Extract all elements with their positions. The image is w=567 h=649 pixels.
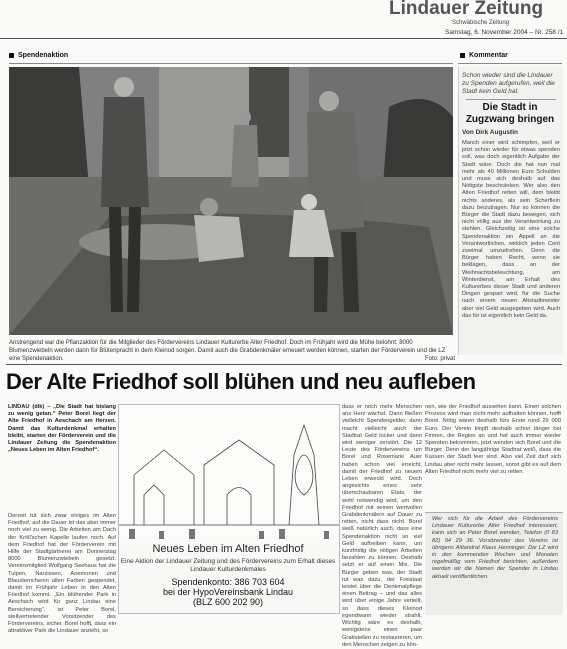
cemetery-sketch bbox=[119, 405, 339, 543]
article-column-3: dass er noch mehr Menschen ans Herz wächst. Dann fließen vielleicht Spendengelder, dann macht vielleicht auch der Stadtrat Geld locker und dann wird weniger zerstört. Die 12 Leute des Fördervereins um Borel und Rosemarie Auer haben schon viel erreicht, damit der Friedhof zu neuem Leben erweckt wird. Doch angesichts eines sehr überschaubaren Etats, der wohl notwendig wird, um den Friedhof mit seinen wertvollen Grabdenkmälern auf Dauer zu retten, nicht dass nicht. Borel weiß natürlich auch, dass eine Spendenaktion nicht so viel Geld auftreiben kann, um kurzfristig die nötigen Arbeiten bezahlen zu können. Deshalb setzt er auf einen Mix. Die Bürger geben was, der Stadt tut was dazu, der Freistaat leistet über die Denkmalpflege einen Beitrag – und das alles wird über einige Jahre verteilt, so dass dieses Kleinod irgendwann wieder strahlt. Wichtig wäre es deshalb, wenigstens einen paar Grabstellen zu restaurieren, um den Menschen zeigen zu kön- bbox=[342, 404, 422, 648]
info-text: Wer sich für die Arbeit des Fördervereins Lindauer Kulturerbe Alter Friedhof interessiert, kann sich an Peter Borel wenden, Telefon (0 83 82) 94 29 36. Vorsitzender des Vereins ist übrigens Altlandrat Klaus Henninger. Die LZ wird in den kommenden Wochen und Monaten regelmäßig vom Friedhof berichten, außerdem werden wir die Namen der Spender in Lindau aktuell veröffentlichen. bbox=[432, 516, 558, 580]
commentary-divider bbox=[466, 99, 556, 100]
article-headline: Der Alte Friedhof soll blühen und neu aufleben bbox=[6, 369, 476, 394]
ad-account: Spendenkonto: 386 703 604 bbox=[171, 577, 285, 587]
section-rule-left bbox=[9, 63, 453, 64]
photo-caption-text: Anstrengend war die Pflanzaktion für die Mitglieder des Fördervereins Lindauer Kulturerbe Alter Friedhof. Doch im Frühjahr wird die Mühe belohnt: 8000 Blumenzwiebeln werden dann für Blütenpracht in dem Kleinod sorgen. Damit auch die Grabdenkmäler erneuert werden können, starten der Förderverein und die LZ eine Spendenaktion. bbox=[9, 340, 446, 362]
ad-subline: Eine Aktion der Lindauer Zeitung und des Fördervereins zum Erhalt dieses Lindauer Kulturdenkmales bbox=[120, 558, 336, 573]
photo-caption bbox=[9, 339, 455, 363]
ad-heading: Neues Leben im Alten Friedhof bbox=[152, 543, 304, 555]
dateline: Samstag, 6. November 2004 – Nr. 258 /1 bbox=[445, 29, 564, 36]
photo-credit: Foto: privat bbox=[424, 356, 455, 362]
masthead-title: Lindauer Zeitung bbox=[389, 0, 544, 19]
commentary-title: Die Stadt in Zugzwang bringen bbox=[465, 102, 555, 125]
commentary-intro: Schon wieder sind die Lindauer zu Spenden aufgerufen, weil die Stadt kein Geld hat. bbox=[462, 72, 555, 95]
section-label-text: Spendenaktion bbox=[18, 52, 69, 59]
photo-scene bbox=[9, 67, 453, 335]
article-column-1: Derzeit tut sich zwar einiges im Alten Friedhof, auf die Dauer ist das aber immer noch viel zu wenig. Die Arbeiten am Dach der Kröll'schen Kapelle laufen noch. Auf dem Friedhof hat der Förderverein mit Hilfe der Stadtgärtnerei am Donnerstag 8000 Blumenzwiebeln gesetzt. Vereinsmitglied Wolfgang Seehaus hat die Tulpen, Narzissen, Anemonen und Blausternchenin allen Farben gespendet, damit im Frühjahr Leben in den Alten Friedhof kommt. „Ein blühender Park in Aeschach wird für ganz Lindau eine Bereicherung“, ist Peter Borel, stellvertretender Vorsitzender des Fördervereins, sicher. Borel hofft, dass ein attraktiver Park die Lindauer anzieht, so bbox=[8, 513, 116, 635]
section-rule-right bbox=[458, 63, 562, 64]
headline-rule bbox=[6, 364, 562, 365]
masthead-subtitle: Schwäbische Zeitung bbox=[452, 20, 510, 26]
article-photo bbox=[9, 67, 453, 335]
top-rule bbox=[0, 38, 567, 39]
ad-blz: (BLZ 600 202 90) bbox=[192, 597, 264, 607]
section-label-right bbox=[460, 52, 508, 59]
article-column-4: nen, wie der Friedhof aussehen kann. Einen solchen Prozess wird man nicht mehr aufhalten können, hofft Borel. Nötig wären deshalb fürs Erste rund 29 000 Euro. Der Verein klopft deshalb schon länger bei Firmen, die Region an und hat auch immer wieder Spenden bekommen, jetzt wenden sich Borel und die Bürger. Denn der langjährige Stadtrat weiß, dass die Kassen der Stadt leer sind. Also viel Zeit darf sich Lindau aber nicht mehr lassen, sonst gibt es auf dem Alten Friedhof nicht mehr viel zu retten. bbox=[425, 404, 561, 475]
commentary-body: Manch einer wird schimpfen, weil er jetzt schon wieder für etwas spenden soll, was doch eigentlich Aufgabe der Stadt wäre. Doch die hat nun mal mehr als 40 Millionen Euro Schulden und muss sich deshalb auf das Nötigste beschränken. Wer also den Alten Friedhof retten will, dem bleibt nichts anderes, als sein Scherflein dazu beizutragen. Nur so können die Bürger die Stadt dazu bewegen, sich nicht völlig aus der Verantwortung zu stehlen. Gleichzeitig ist eine solche Spendenaktion ein Appell an die Verantwortlichen, wirklich jeden Cent zweimal umzudrehen. Denn die Bürger haben Recht, wenn sie beklagen, dass an der Weihnachtsbeleuchtung, am Winterdienst, am Erhalt des Kulturerbes dieser Stadt und anderen Dingen gespart wird, für die Suche nach einem neuen Altstadtmeister aber viel Geld ausgegeben wird. Auch das für ist eigentlich kein Geld da. bbox=[462, 140, 560, 319]
commentary-author: Von Dirk Augustin bbox=[462, 129, 518, 136]
section-marker-icon bbox=[460, 53, 465, 58]
article-lead: LINDAU (dik) – „Die Stadt hat bislang zu wenig getan.“ Peter Borel liegt der Alte Friedhof in Aeschach am Herzen. Damit das Kulturdenkmal erhalten bleibt, starten der Förderverein und die Lindauer Zeitung die Spendenaktion „Neues Leben im Alten Friedhof“. bbox=[8, 404, 116, 454]
ad-bank: bei der HypoVereinsbank Lindau bbox=[162, 587, 294, 597]
ad-bank-details bbox=[118, 577, 338, 607]
section-label-left bbox=[9, 52, 68, 59]
section-marker-icon bbox=[9, 53, 14, 58]
section-label-text: Kommentar bbox=[469, 52, 508, 59]
